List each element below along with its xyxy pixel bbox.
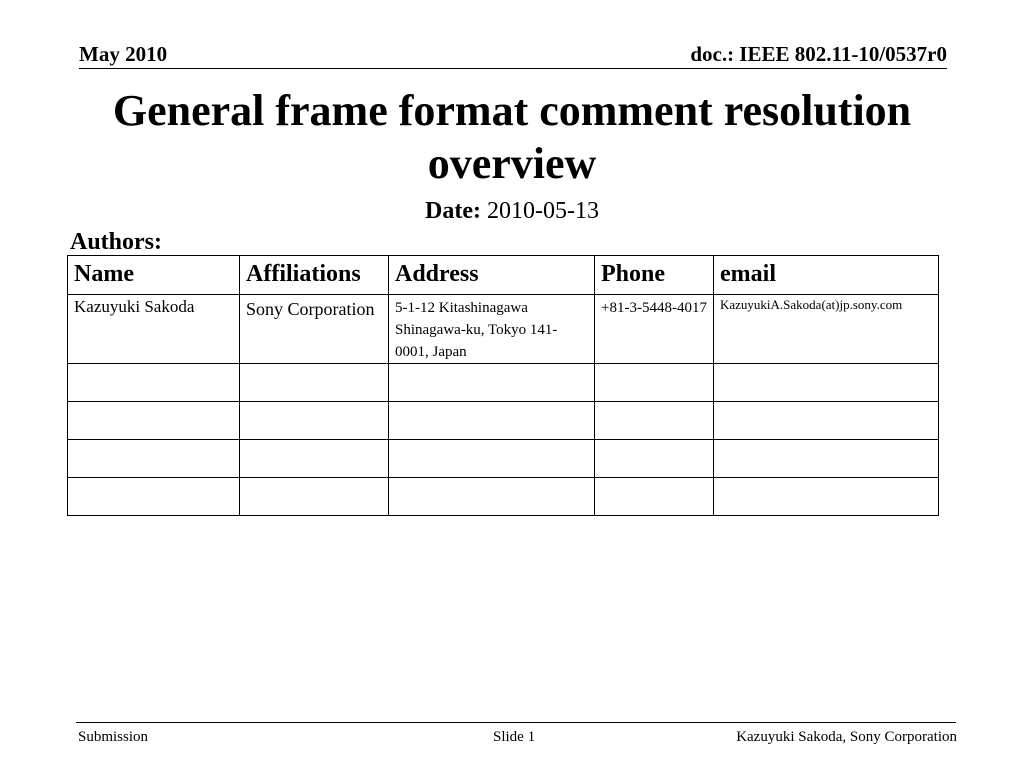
empty-cell <box>68 440 240 478</box>
column-header-affiliations: Affiliations <box>240 256 389 295</box>
empty-cell <box>389 402 595 440</box>
footer-divider <box>76 722 956 723</box>
table-row-empty <box>68 364 939 402</box>
empty-cell <box>240 478 389 516</box>
column-header-address: Address <box>389 256 595 295</box>
header-divider <box>79 68 947 69</box>
empty-cell <box>595 478 714 516</box>
author-affiliation-cell: Sony Corporation <box>240 295 389 364</box>
authors-heading: Authors: <box>70 229 163 255</box>
slide-title: General frame format comment resolution overview <box>112 86 912 188</box>
empty-cell <box>714 478 939 516</box>
footer-slide-number: Slide 1 <box>493 729 536 745</box>
empty-cell <box>68 364 240 402</box>
author-name-cell: Kazuyuki Sakoda <box>68 295 240 364</box>
table-row-empty <box>68 440 939 478</box>
table-row-empty <box>68 402 939 440</box>
empty-cell <box>389 478 595 516</box>
table-header-row <box>68 256 939 295</box>
date-line <box>0 197 1024 225</box>
empty-cell <box>595 402 714 440</box>
footer-author: Kazuyuki Sakoda, Sony Corporation <box>736 729 957 745</box>
empty-cell <box>68 402 240 440</box>
authors-table <box>67 255 939 516</box>
header-date: May 2010 <box>79 42 168 66</box>
header-doc-id: doc.: IEEE 802.11-10/0537r0 <box>690 42 947 66</box>
empty-cell <box>240 440 389 478</box>
author-address-cell: 5-1-12 Kitashinagawa Shinagawa-ku, Tokyo 141-0001, Japan <box>389 295 595 364</box>
column-header-name: Name <box>68 256 240 295</box>
date-label: Date: <box>425 198 481 224</box>
column-header-email: email <box>714 256 939 295</box>
empty-cell <box>595 364 714 402</box>
empty-cell <box>714 440 939 478</box>
empty-cell <box>240 364 389 402</box>
date-value: 2010-05-13 <box>486 198 599 224</box>
author-phone-cell: +81-3-5448-4017 <box>595 295 714 364</box>
column-header-phone: Phone <box>595 256 714 295</box>
empty-cell <box>714 402 939 440</box>
footer-submission: Submission <box>78 729 149 745</box>
empty-cell <box>389 440 595 478</box>
empty-cell <box>389 364 595 402</box>
empty-cell <box>240 402 389 440</box>
empty-cell <box>714 364 939 402</box>
empty-cell <box>595 440 714 478</box>
empty-cell <box>68 478 240 516</box>
table-row <box>68 295 939 364</box>
table-row-empty <box>68 478 939 516</box>
author-email-cell: KazuyukiA.Sakoda(at)jp.sony.com <box>714 295 939 364</box>
